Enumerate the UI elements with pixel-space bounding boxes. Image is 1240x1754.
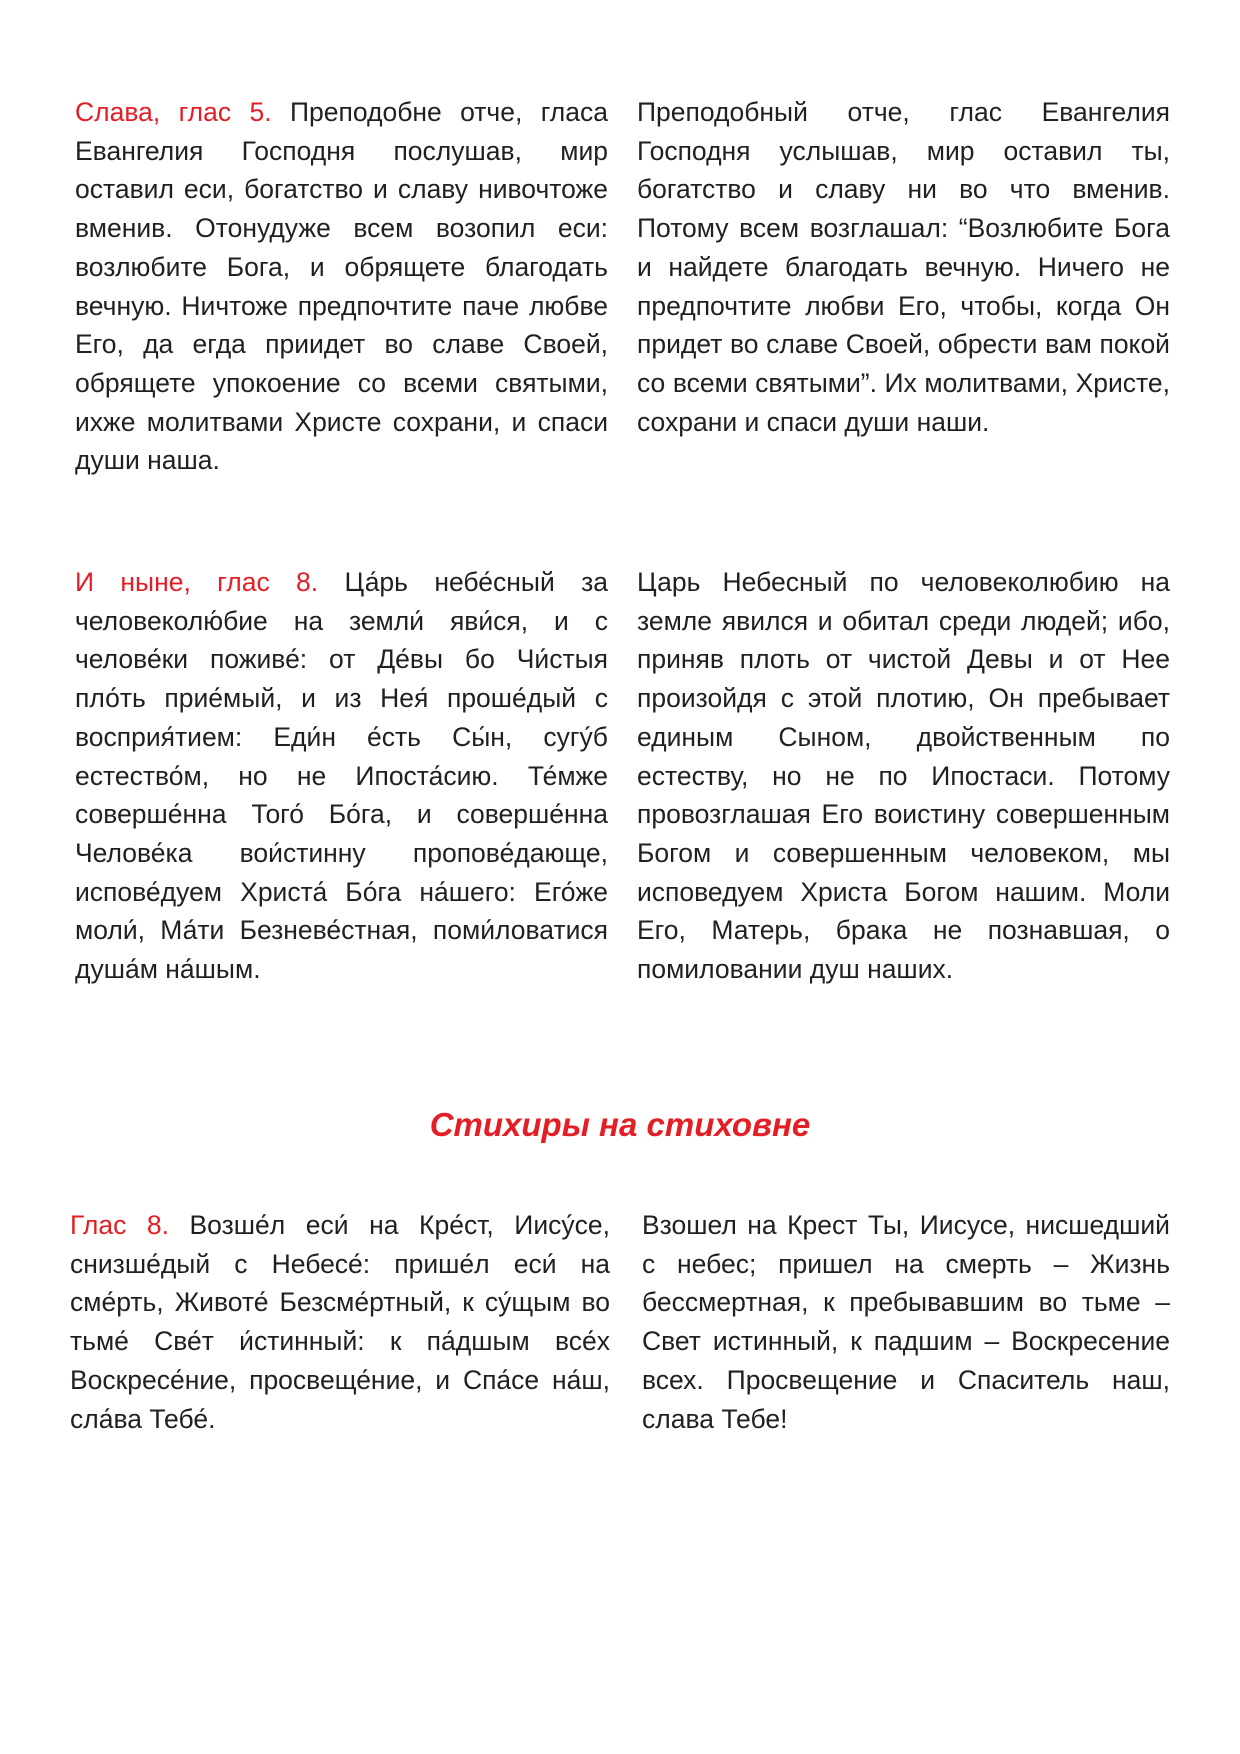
russian-text: Преподобный отче, глас Евангелия Господня услышав, мир оставил ты, богатство и славу ни во что вменив. Потому всем возглашал: “Возлюбите Бога и найдете благодать вечную. Ничего не предпочтите любви Его, чтобы, когда Он придет во славе Своей, обрести вам покой со всеми святыми”. Их молитвами, Христе, сохрани и спаси души наши. xyxy=(637,97,1170,437)
church-slavonic-column xyxy=(70,1206,610,1438)
russian-text: Царь Небесный по человеколюбию на земле явился и обитал среди людей; ибо, приняв плоть от чистой Девы и от Нее произойдя с этой плотию, Он пребывает единым Сыном, двойственным по естеству, но не по Ипостаси. Потому провозглашая Его воистину совершенным Богом и совершенным человеком, мы исповедуем Христа Богом нашим. Моли Его, Матерь, брака не познавшая, о помиловании душ наших. xyxy=(637,567,1170,985)
rubric: И ныне, глас 8. xyxy=(75,567,319,597)
rubric: Глас 8. xyxy=(70,1210,169,1240)
russian-text: Взошел на Крест Ты, Иисусе, нисшедший с небес; пришел на смерть – Жизнь бессмертная, к пребывавшим во тьме – Свет истинный, к падшим – Воскресение всех. Просвещение и Спаситель наш, слава Тебе! xyxy=(642,1210,1170,1434)
slavonic-text: Ца́рь небе́сный за человеколю́бие на земли́ яви́ся, и с челове́ки поживе́: от Де́вы бо Чи́стыя пло́ть прие́мый, и из Нея́ проше́дый с восприя́тием: Еди́н е́сть Сы́н, сугу́б естество́м, но не Ипоста́сию. Те́мже соверше́нна Того́ Бо́га, и соверше́нна Челове́ка вои́стинну пропове́дающе, испове́дуем Христа́ Бо́га на́шего: Его́же моли́, Ма́ти Безневе́стная, поми́ловатися душа́м на́шым. xyxy=(75,567,608,985)
slavonic-text: Возше́л еси́ на Кре́ст, Иису́се, снизше́дый с Небесе́: прише́л еси́ на сме́рть, Животе́ Безсме́ртный, к су́щым во тьме́ Све́т и́стинный: к па́дшым все́х Воскресе́ние, просвеще́ние, и Спа́се на́ш, сла́ва Тебе́. xyxy=(70,1210,610,1434)
section-heading: Стихиры на стиховне xyxy=(429,1106,811,1143)
parallel-block-slava xyxy=(75,93,1170,480)
church-slavonic-column xyxy=(75,563,608,989)
parallel-block-glas-8 xyxy=(70,1206,1170,1438)
rubric: Слава, глас 5. xyxy=(75,97,272,127)
church-slavonic-column xyxy=(75,93,608,480)
russian-translation-column xyxy=(642,1206,1170,1438)
russian-translation-column xyxy=(637,563,1170,989)
parallel-block-i-nyne xyxy=(75,563,1170,989)
russian-translation-column xyxy=(637,93,1170,480)
slavonic-text: Преподобне отче, гласа Евангелия Господня послушав, мир оставил еси, богатство и славу нивочтоже вменив. Отонудуже всем возопил еси: возлюбите Бога, и обрящете благодать вечную. Ничтоже предпочтите паче любве Его, да егда приидет во славе Своей, обрящете упокоение со всеми святыми, ихже молитвами Христе сохрани, и спаси души наша. xyxy=(75,97,608,476)
